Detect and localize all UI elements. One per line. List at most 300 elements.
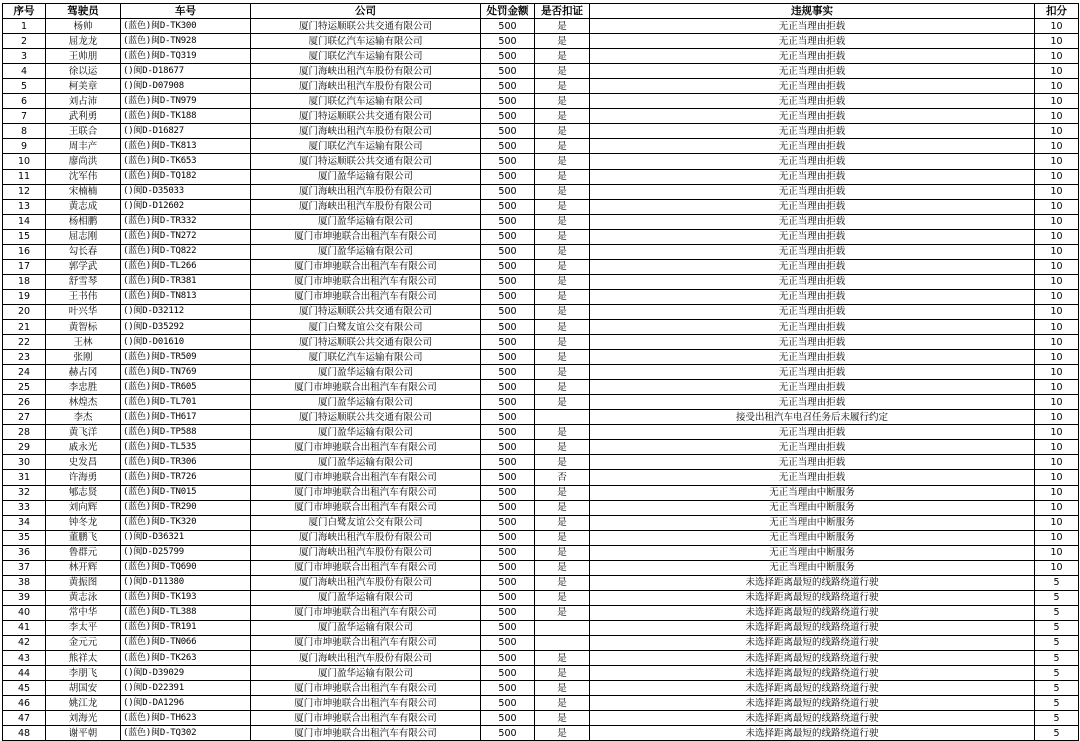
cell-company: 厦门联亿汽车运输有限公司 — [251, 34, 481, 49]
cell-company: 厦门盈华运输有限公司 — [251, 214, 481, 229]
cell-driver: 徐以运 — [46, 64, 121, 79]
cell-violation: 无正当理由拒载 — [590, 274, 1035, 289]
cell-violation: 未选择距离最短的线路绕道行驶 — [590, 681, 1035, 696]
cell-license-deduction: 是 — [535, 560, 590, 575]
cell-violation: 无正当理由拒载 — [590, 350, 1035, 365]
cell-points: 10 — [1035, 64, 1079, 79]
cell-license-deduction: 是 — [535, 395, 590, 410]
cell-points: 5 — [1035, 605, 1079, 620]
cell-driver: 戚永光 — [46, 440, 121, 455]
cell-index: 29 — [3, 440, 46, 455]
cell-fine: 500 — [481, 49, 535, 64]
cell-plate: ()闽D-D36321 — [121, 530, 251, 545]
cell-plate: (蓝色)闽D-TN928 — [121, 34, 251, 49]
cell-points: 10 — [1035, 79, 1079, 94]
table-row — [3, 289, 1079, 304]
table-row — [3, 49, 1079, 64]
cell-points: 10 — [1035, 154, 1079, 169]
cell-license-deduction: 是 — [535, 34, 590, 49]
cell-company: 厦门市坤驰联合出租汽车有限公司 — [251, 726, 481, 741]
cell-index: 37 — [3, 560, 46, 575]
cell-license-deduction: 是 — [535, 214, 590, 229]
cell-points: 10 — [1035, 319, 1079, 334]
cell-license-deduction: 是 — [535, 259, 590, 274]
cell-company: 厦门特运顺联公共交通有限公司 — [251, 154, 481, 169]
cell-violation: 无正当理由拒载 — [590, 154, 1035, 169]
cell-fine: 500 — [481, 666, 535, 681]
cell-points: 5 — [1035, 666, 1079, 681]
cell-plate: (蓝色)闽D-TK813 — [121, 139, 251, 154]
cell-driver: 赫占冈 — [46, 365, 121, 380]
cell-fine: 500 — [481, 34, 535, 49]
cell-plate: (蓝色)闽D-TR191 — [121, 620, 251, 635]
table-row — [3, 154, 1079, 169]
cell-violation: 无正当理由中断服务 — [590, 485, 1035, 500]
table-row — [3, 515, 1079, 530]
cell-fine: 500 — [481, 79, 535, 94]
cell-points: 10 — [1035, 94, 1079, 109]
table-body — [3, 19, 1079, 741]
cell-points: 10 — [1035, 124, 1079, 139]
cell-driver: 张刚 — [46, 350, 121, 365]
cell-company: 厦门联亿汽车运输有限公司 — [251, 139, 481, 154]
cell-plate: (蓝色)闽D-TQ319 — [121, 49, 251, 64]
cell-fine: 500 — [481, 229, 535, 244]
cell-index: 17 — [3, 259, 46, 274]
cell-company: 厦门市坤驰联合出租汽车有限公司 — [251, 380, 481, 395]
table-row — [3, 169, 1079, 184]
header-index: 序号 — [3, 4, 46, 19]
cell-points: 10 — [1035, 169, 1079, 184]
cell-violation: 无正当理由拒载 — [590, 319, 1035, 334]
cell-license-deduction — [535, 635, 590, 650]
table-row — [3, 395, 1079, 410]
cell-company: 厦门市坤驰联合出租汽车有限公司 — [251, 440, 481, 455]
cell-driver: 刘占沛 — [46, 94, 121, 109]
cell-company: 厦门海峡出租汽车股份有限公司 — [251, 651, 481, 666]
cell-points: 10 — [1035, 380, 1079, 395]
cell-driver: 黄智标 — [46, 319, 121, 334]
violation-table — [2, 3, 1079, 741]
cell-plate: ()闽D-D35033 — [121, 184, 251, 199]
cell-fine: 500 — [481, 319, 535, 334]
cell-plate: (蓝色)闽D-TL535 — [121, 440, 251, 455]
cell-index: 5 — [3, 79, 46, 94]
cell-violation: 无正当理由拒载 — [590, 229, 1035, 244]
table-row — [3, 470, 1079, 485]
cell-fine: 500 — [481, 184, 535, 199]
cell-license-deduction: 是 — [535, 545, 590, 560]
header-license-deduction: 是否扣证 — [535, 4, 590, 19]
cell-company: 厦门特运顺联公共交通有限公司 — [251, 304, 481, 319]
header-company: 公司 — [251, 4, 481, 19]
cell-points: 5 — [1035, 711, 1079, 726]
table-row — [3, 681, 1079, 696]
table-row — [3, 94, 1079, 109]
cell-violation: 无正当理由拒载 — [590, 455, 1035, 470]
cell-company: 厦门海峡出租汽车股份有限公司 — [251, 575, 481, 590]
cell-company: 厦门市坤驰联合出租汽车有限公司 — [251, 605, 481, 620]
cell-index: 44 — [3, 666, 46, 681]
cell-company: 厦门海峡出租汽车股份有限公司 — [251, 64, 481, 79]
cell-company: 厦门特运顺联公共交通有限公司 — [251, 335, 481, 350]
cell-driver: 郇志贤 — [46, 485, 121, 500]
cell-plate: (蓝色)闽D-TR306 — [121, 455, 251, 470]
cell-license-deduction: 是 — [535, 726, 590, 741]
cell-fine: 500 — [481, 274, 535, 289]
cell-violation: 无正当理由拒载 — [590, 380, 1035, 395]
cell-index: 11 — [3, 169, 46, 184]
cell-fine: 500 — [481, 169, 535, 184]
cell-driver: 李朋飞 — [46, 666, 121, 681]
cell-license-deduction: 是 — [535, 335, 590, 350]
table-row — [3, 259, 1079, 274]
table-row — [3, 560, 1079, 575]
cell-index: 4 — [3, 64, 46, 79]
table-row — [3, 666, 1079, 681]
cell-company: 厦门市坤驰联合出租汽车有限公司 — [251, 259, 481, 274]
cell-plate: (蓝色)闽D-TL388 — [121, 605, 251, 620]
cell-driver: 杨帅 — [46, 19, 121, 34]
cell-plate: (蓝色)闽D-TN272 — [121, 229, 251, 244]
cell-driver: 姚江龙 — [46, 696, 121, 711]
cell-company: 厦门盈华运输有限公司 — [251, 455, 481, 470]
cell-violation: 无正当理由拒载 — [590, 94, 1035, 109]
cell-license-deduction: 是 — [535, 184, 590, 199]
cell-plate: (蓝色)闽D-TK263 — [121, 651, 251, 666]
cell-violation: 无正当理由拒载 — [590, 34, 1035, 49]
cell-points: 10 — [1035, 500, 1079, 515]
cell-index: 1 — [3, 19, 46, 34]
cell-index: 47 — [3, 711, 46, 726]
cell-driver: 金元元 — [46, 635, 121, 650]
table-row — [3, 304, 1079, 319]
cell-fine: 500 — [481, 425, 535, 440]
cell-license-deduction: 是 — [535, 64, 590, 79]
cell-plate: (蓝色)闽D-TN015 — [121, 485, 251, 500]
table-row — [3, 485, 1079, 500]
cell-license-deduction: 是 — [535, 711, 590, 726]
cell-violation: 无正当理由拒载 — [590, 335, 1035, 350]
cell-company: 厦门盈华运输有限公司 — [251, 590, 481, 605]
cell-driver: 屈志刚 — [46, 229, 121, 244]
cell-company: 厦门市坤驰联合出租汽车有限公司 — [251, 289, 481, 304]
cell-driver: 常中华 — [46, 605, 121, 620]
cell-index: 36 — [3, 545, 46, 560]
cell-index: 22 — [3, 335, 46, 350]
cell-fine: 500 — [481, 515, 535, 530]
cell-plate: ()闽D-D07908 — [121, 79, 251, 94]
cell-fine: 500 — [481, 94, 535, 109]
cell-violation: 无正当理由拒载 — [590, 259, 1035, 274]
cell-points: 5 — [1035, 575, 1079, 590]
cell-plate: (蓝色)闽D-TN813 — [121, 289, 251, 304]
cell-fine: 500 — [481, 590, 535, 605]
cell-driver: 林开辉 — [46, 560, 121, 575]
cell-fine: 500 — [481, 244, 535, 259]
cell-violation: 无正当理由中断服务 — [590, 530, 1035, 545]
cell-violation: 无正当理由中断服务 — [590, 560, 1035, 575]
table-row — [3, 380, 1079, 395]
cell-violation: 无正当理由拒载 — [590, 64, 1035, 79]
cell-index: 2 — [3, 34, 46, 49]
cell-index: 43 — [3, 651, 46, 666]
cell-fine: 500 — [481, 289, 535, 304]
table-row — [3, 19, 1079, 34]
cell-fine: 500 — [481, 154, 535, 169]
cell-points: 5 — [1035, 651, 1079, 666]
cell-violation: 无正当理由拒载 — [590, 139, 1035, 154]
table-row — [3, 620, 1079, 635]
cell-index: 7 — [3, 109, 46, 124]
cell-points: 5 — [1035, 590, 1079, 605]
cell-license-deduction: 是 — [535, 485, 590, 500]
cell-company: 厦门海峡出租汽车股份有限公司 — [251, 79, 481, 94]
cell-index: 9 — [3, 139, 46, 154]
cell-index: 46 — [3, 696, 46, 711]
cell-company: 厦门市坤驰联合出租汽车有限公司 — [251, 229, 481, 244]
cell-points: 5 — [1035, 696, 1079, 711]
table-row — [3, 440, 1079, 455]
cell-points: 10 — [1035, 289, 1079, 304]
cell-index: 15 — [3, 229, 46, 244]
cell-fine: 500 — [481, 259, 535, 274]
cell-driver: 许海勇 — [46, 470, 121, 485]
cell-license-deduction: 是 — [535, 124, 590, 139]
cell-fine: 500 — [481, 711, 535, 726]
cell-plate: (蓝色)闽D-TH617 — [121, 410, 251, 425]
cell-fine: 500 — [481, 365, 535, 380]
cell-driver: 王帅朋 — [46, 49, 121, 64]
cell-plate: (蓝色)闽D-TK300 — [121, 19, 251, 34]
cell-license-deduction: 是 — [535, 590, 590, 605]
cell-index: 21 — [3, 319, 46, 334]
cell-license-deduction: 是 — [535, 696, 590, 711]
header-row — [3, 4, 1079, 19]
cell-index: 26 — [3, 395, 46, 410]
cell-plate: ()闽D-D32112 — [121, 304, 251, 319]
cell-company: 厦门海峡出租汽车股份有限公司 — [251, 545, 481, 560]
cell-index: 18 — [3, 274, 46, 289]
cell-points: 10 — [1035, 34, 1079, 49]
cell-license-deduction: 是 — [535, 319, 590, 334]
cell-company: 厦门市坤驰联合出租汽车有限公司 — [251, 560, 481, 575]
cell-driver: 宋楠楠 — [46, 184, 121, 199]
cell-company: 厦门特运顺联公共交通有限公司 — [251, 109, 481, 124]
cell-driver: 胡国安 — [46, 681, 121, 696]
cell-violation: 无正当理由中断服务 — [590, 515, 1035, 530]
cell-driver: 李忠胜 — [46, 380, 121, 395]
cell-violation: 无正当理由拒载 — [590, 124, 1035, 139]
cell-violation: 未选择距离最短的线路绕道行驶 — [590, 696, 1035, 711]
cell-plate: (蓝色)闽D-TP588 — [121, 425, 251, 440]
cell-index: 6 — [3, 94, 46, 109]
cell-plate: ()闽D-D12602 — [121, 199, 251, 214]
cell-license-deduction: 是 — [535, 575, 590, 590]
cell-plate: (蓝色)闽D-TQ822 — [121, 244, 251, 259]
cell-company: 厦门盈华运输有限公司 — [251, 365, 481, 380]
cell-points: 10 — [1035, 455, 1079, 470]
cell-license-deduction: 是 — [535, 244, 590, 259]
cell-license-deduction: 是 — [535, 94, 590, 109]
cell-license-deduction: 是 — [535, 139, 590, 154]
cell-fine: 500 — [481, 575, 535, 590]
cell-company: 厦门市坤驰联合出租汽车有限公司 — [251, 485, 481, 500]
cell-index: 33 — [3, 500, 46, 515]
cell-license-deduction: 是 — [535, 530, 590, 545]
cell-plate: ()闽D-D39029 — [121, 666, 251, 681]
cell-driver: 刘向辉 — [46, 500, 121, 515]
cell-fine: 500 — [481, 395, 535, 410]
cell-driver: 廖尚洪 — [46, 154, 121, 169]
cell-company: 厦门特运顺联公共交通有限公司 — [251, 410, 481, 425]
cell-violation: 无正当理由拒载 — [590, 169, 1035, 184]
table-row — [3, 696, 1079, 711]
cell-driver: 武利勇 — [46, 109, 121, 124]
cell-driver: 郭学武 — [46, 259, 121, 274]
cell-points: 10 — [1035, 49, 1079, 64]
table-row — [3, 199, 1079, 214]
cell-violation: 无正当理由拒载 — [590, 395, 1035, 410]
cell-points: 10 — [1035, 259, 1079, 274]
cell-license-deduction — [535, 410, 590, 425]
table-row — [3, 410, 1079, 425]
cell-license-deduction: 是 — [535, 289, 590, 304]
cell-violation: 接受出租汽车电召任务后未履行约定 — [590, 410, 1035, 425]
table-row — [3, 109, 1079, 124]
cell-company: 厦门海峡出租汽车股份有限公司 — [251, 124, 481, 139]
cell-driver: 王林 — [46, 335, 121, 350]
cell-violation: 无正当理由拒载 — [590, 109, 1035, 124]
cell-license-deduction: 是 — [535, 425, 590, 440]
cell-plate: (蓝色)闽D-TR509 — [121, 350, 251, 365]
cell-points: 10 — [1035, 545, 1079, 560]
cell-violation: 无正当理由拒载 — [590, 79, 1035, 94]
cell-license-deduction: 是 — [535, 199, 590, 214]
cell-points: 10 — [1035, 365, 1079, 380]
cell-plate: (蓝色)闽D-TL701 — [121, 395, 251, 410]
cell-plate: (蓝色)闽D-TR381 — [121, 274, 251, 289]
cell-index: 24 — [3, 365, 46, 380]
table-row — [3, 34, 1079, 49]
cell-index: 34 — [3, 515, 46, 530]
cell-license-deduction: 是 — [535, 79, 590, 94]
cell-plate: ()闽D-D18677 — [121, 64, 251, 79]
table-row — [3, 244, 1079, 259]
cell-fine: 500 — [481, 681, 535, 696]
table-row — [3, 500, 1079, 515]
cell-company: 厦门市坤驰联合出租汽车有限公司 — [251, 711, 481, 726]
cell-plate: (蓝色)闽D-TR332 — [121, 214, 251, 229]
cell-points: 10 — [1035, 244, 1079, 259]
cell-index: 13 — [3, 199, 46, 214]
table-row — [3, 635, 1079, 650]
cell-index: 12 — [3, 184, 46, 199]
cell-fine: 500 — [481, 19, 535, 34]
cell-driver: 沈军伟 — [46, 169, 121, 184]
cell-plate: (蓝色)闽D-TH623 — [121, 711, 251, 726]
cell-license-deduction: 是 — [535, 19, 590, 34]
cell-license-deduction: 是 — [535, 154, 590, 169]
table-row — [3, 350, 1079, 365]
cell-fine: 500 — [481, 304, 535, 319]
cell-driver: 谢平朝 — [46, 726, 121, 741]
cell-points: 10 — [1035, 425, 1079, 440]
cell-license-deduction: 否 — [535, 470, 590, 485]
cell-license-deduction: 是 — [535, 515, 590, 530]
cell-plate: (蓝色)闽D-TK193 — [121, 590, 251, 605]
cell-index: 28 — [3, 425, 46, 440]
cell-plate: (蓝色)闽D-TR726 — [121, 470, 251, 485]
cell-points: 10 — [1035, 214, 1079, 229]
cell-driver: 黄振图 — [46, 575, 121, 590]
cell-violation: 未选择距离最短的线路绕道行驶 — [590, 605, 1035, 620]
table-row — [3, 274, 1079, 289]
cell-index: 39 — [3, 590, 46, 605]
cell-driver: 刘海光 — [46, 711, 121, 726]
cell-points: 10 — [1035, 410, 1079, 425]
table-row — [3, 530, 1079, 545]
header-fine: 处罚金额 — [481, 4, 535, 19]
cell-fine: 500 — [481, 199, 535, 214]
cell-driver: 舒雪琴 — [46, 274, 121, 289]
cell-company: 厦门海峡出租汽车股份有限公司 — [251, 199, 481, 214]
cell-fine: 500 — [481, 455, 535, 470]
cell-driver: 董鹏飞 — [46, 530, 121, 545]
cell-points: 10 — [1035, 350, 1079, 365]
cell-fine: 500 — [481, 530, 535, 545]
cell-violation: 未选择距离最短的线路绕道行驶 — [590, 711, 1035, 726]
cell-fine: 500 — [481, 109, 535, 124]
cell-index: 16 — [3, 244, 46, 259]
cell-violation: 无正当理由拒载 — [590, 365, 1035, 380]
cell-index: 45 — [3, 681, 46, 696]
cell-violation: 无正当理由拒载 — [590, 199, 1035, 214]
cell-plate: ()闽D-D01610 — [121, 335, 251, 350]
cell-driver: 黄飞洋 — [46, 425, 121, 440]
cell-license-deduction: 是 — [535, 681, 590, 696]
cell-index: 41 — [3, 620, 46, 635]
cell-driver: 柯美章 — [46, 79, 121, 94]
cell-violation: 未选择距离最短的线路绕道行驶 — [590, 666, 1035, 681]
cell-fine: 500 — [481, 440, 535, 455]
cell-plate: ()闽D-D16827 — [121, 124, 251, 139]
cell-index: 42 — [3, 635, 46, 650]
cell-driver: 李杰 — [46, 410, 121, 425]
cell-company: 厦门盈华运输有限公司 — [251, 666, 481, 681]
table-row — [3, 79, 1079, 94]
cell-points: 10 — [1035, 530, 1079, 545]
cell-index: 32 — [3, 485, 46, 500]
cell-violation: 无正当理由拒载 — [590, 49, 1035, 64]
cell-license-deduction: 是 — [535, 380, 590, 395]
cell-fine: 500 — [481, 651, 535, 666]
cell-plate: (蓝色)闽D-TR605 — [121, 380, 251, 395]
cell-violation: 无正当理由拒载 — [590, 184, 1035, 199]
cell-company: 厦门联亿汽车运输有限公司 — [251, 350, 481, 365]
cell-license-deduction: 是 — [535, 169, 590, 184]
cell-violation: 无正当理由中断服务 — [590, 545, 1035, 560]
table-row — [3, 124, 1079, 139]
cell-index: 23 — [3, 350, 46, 365]
cell-company: 厦门市坤驰联合出租汽车有限公司 — [251, 274, 481, 289]
cell-driver: 杨相鹏 — [46, 214, 121, 229]
cell-points: 10 — [1035, 515, 1079, 530]
cell-driver: 叶兴华 — [46, 304, 121, 319]
cell-points: 5 — [1035, 726, 1079, 741]
cell-violation: 无正当理由拒载 — [590, 289, 1035, 304]
cell-fine: 500 — [481, 605, 535, 620]
